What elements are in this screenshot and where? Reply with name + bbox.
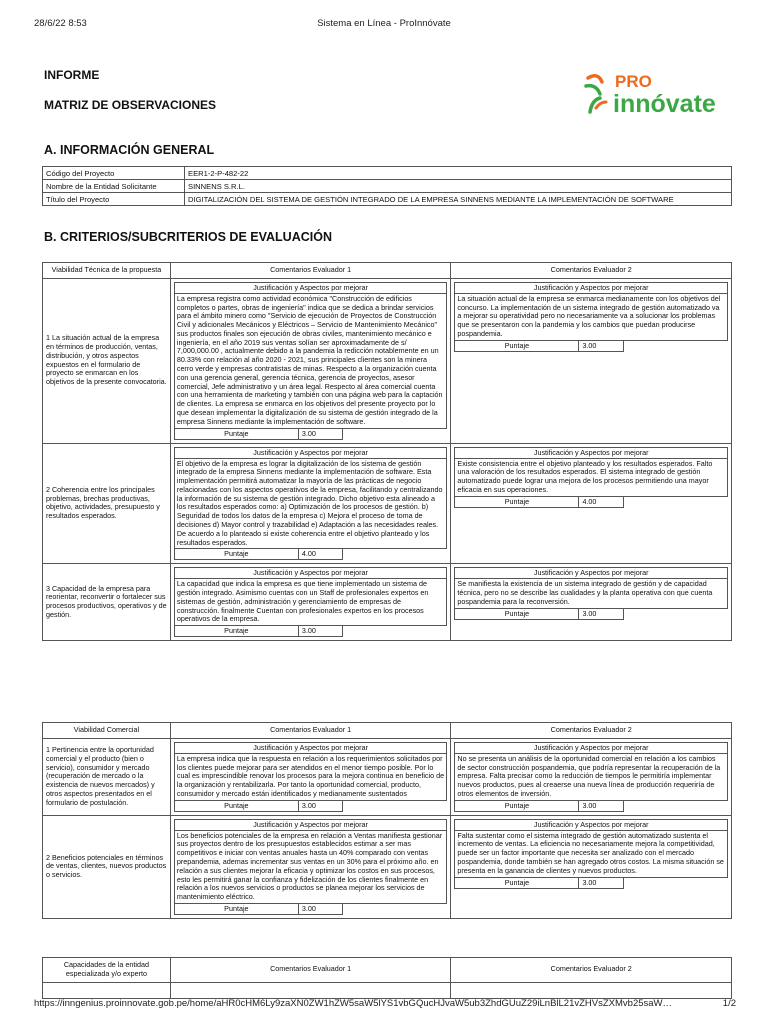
- comment-text: La empresa indica que la respuesta en relación a los requerimientos solicitados por los clientes puede mejorar para ser atendidos en el menor tiempo posible. Por lo cual es imprescindible renovar los procesos para la mejora continua en beneficio de la organización y rentabilizarla. Por tanto la oportunidad comercial, producto, consumidor y mercado están identificados y medianamente sustentados: [176, 753, 445, 798]
- criterion-name: 3 Capacidad de la empresa para reorientar, reconvertir o fortalecer sus procesos productivos, operativos y de gestión.: [43, 564, 171, 641]
- evaluator-2-cell: [451, 815, 732, 918]
- project-info-table: [42, 166, 732, 206]
- criterion-name: 2 Coherencia entre los principales problemas, brechas productivas, objetivo, actividades, presupuesto y resultados esperados.: [43, 443, 171, 564]
- justification-header: Justificación y Aspectos por mejorar: [175, 448, 447, 459]
- print-date: 28/6/22 8:53: [34, 18, 87, 29]
- evaluator-2-cell: [451, 278, 732, 443]
- logo-line2: innóvate: [613, 90, 716, 118]
- info-value: EER1-2-P-482-22: [185, 167, 732, 180]
- evaluator-1-cell: [170, 815, 451, 918]
- commercial-viability-table: [42, 722, 732, 919]
- print-header: [0, 18, 768, 32]
- justification-header: Justificación y Aspectos por mejorar: [455, 448, 727, 459]
- info-label: Nombre de la Entidad Solicitante: [43, 180, 185, 193]
- score-box: [174, 549, 344, 560]
- info-label: Código del Proyecto: [43, 167, 185, 180]
- evaluator-2-header: Comentarios Evaluador 2: [451, 723, 732, 739]
- table-row: [43, 193, 732, 206]
- score-value: 3.00: [582, 877, 597, 887]
- comment-text: Los beneficios potenciales de la empresa en relación a Ventas manifiesta gestionar sus proyectos dentro de los presupuestos establecidos estimar a ser mas competitivos e iniciar con ventas anuales hasta un 40% comparado con ventas prepandemia, ademas incrementar sus ventas en un 30% para el próximo año. en relación a sus clientes mejorar la eficacia y optimizar los costos en sus procesos, esto les permitirá ganar la confianza y fidelización de los clientes finalmente en relación a los nuevos servicios o productos se planea mejorar los servicios de mantenimiento eléctrico.: [176, 830, 443, 902]
- criterion-name: 1 La situación actual de la empresa en términos de producción, ventas, distribución, y otros aspectos expuestos en el formulario de proyecto se enmarcan en los objetivos de la presente convocatoria.: [43, 278, 171, 443]
- table-row: [43, 180, 732, 193]
- score-value: 3.00: [301, 800, 316, 810]
- evaluator-1-cell: [170, 443, 451, 564]
- score-label: Puntaje: [455, 609, 579, 619]
- score-box: [174, 626, 344, 637]
- print-footer: [0, 998, 768, 1010]
- comment-box: [174, 282, 448, 429]
- print-page-title: Sistema en Línea - ProInnóvate: [317, 18, 451, 29]
- score-value: 3.00: [301, 428, 316, 438]
- score-label: Puntaje: [175, 549, 299, 559]
- comment-box: [454, 567, 728, 608]
- report-title: INFORME: [44, 68, 100, 82]
- evaluator-1-cell: [170, 738, 451, 815]
- comment-box: [174, 742, 448, 801]
- justification-header: Justificación y Aspectos por mejorar: [455, 743, 727, 754]
- score-label: Puntaje: [455, 801, 579, 811]
- evaluator-1-header: Comentarios Evaluador 1: [170, 958, 451, 983]
- entity-capacities-table: [42, 957, 732, 999]
- group-header: Viabilidad Técnica de la propuesta: [43, 263, 171, 279]
- comment-box: [174, 447, 448, 550]
- justification-header: Justificación y Aspectos por mejorar: [455, 283, 727, 294]
- score-box: [454, 341, 624, 352]
- group-header: Viabilidad Comercial: [43, 723, 171, 739]
- score-value: 3.00: [301, 626, 316, 636]
- score-box: [454, 497, 624, 508]
- score-label: Puntaje: [455, 497, 579, 507]
- score-box: [174, 904, 344, 915]
- criterion-row: [43, 564, 732, 641]
- score-label: Puntaje: [455, 878, 579, 888]
- criterion-row: [43, 982, 732, 998]
- evaluator-2-cell: [451, 982, 732, 998]
- logo-mark-icon: [586, 76, 606, 112]
- score-value: 4.00: [582, 496, 597, 506]
- comment-box: [454, 447, 728, 497]
- comment-text: Falta sustentar como el sistema integrado de gestión automatizado sustenta el incremento de ventas. La eficiencia no necesariamente mejora la competitividad, puede ser un factor importante que necesita ser analizado con el mercado pospandemia, donde también se han agregado otros costos. La misma situación se presenta en la ganancia de clientes y nuevos productos.: [457, 830, 724, 875]
- evaluator-2-cell: [451, 564, 732, 641]
- evaluator-1-cell: [170, 564, 451, 641]
- score-box: [174, 801, 344, 812]
- criterion-name: [43, 982, 171, 998]
- comment-box: [454, 819, 728, 878]
- comment-text: El objetivo de la empresa es lograr la digitalización de los sistema de gestión integrado de la empresa Sinnens mediante la implementación de software. Esta implementación permitirá automatizar la mayoría de las prácticas de negocio relacionadas con los aspectos operativos de la empresa, facilitando y centralizando la información de su sistema de gestión integrado. Dicho objetivo esta alineado a los resultados esperados como: a) Optimización de los procesos de gestión. b) Seguridad de todos los datos de la empresa c) Mejora el proceso de toma de decisiones d) Mayor control y trazabilidad e) Adaptación a las necesidades reales. De acuerdo a lo planteado si existe coherencia entre el objetivo planteado y los resultados esperados.: [176, 458, 443, 547]
- logo-line1: PRO: [615, 72, 652, 91]
- criterion-row: [43, 815, 732, 918]
- justification-header: Justificación y Aspectos por mejorar: [175, 743, 447, 754]
- info-value: DIGITALIZACIÓN DEL SISTEMA DE GESTIÓN INTEGRADO DE LA EMPRESA SINNENS MEDIANTE LA IMPLEMENTACIÓN DE SOFTWARE: [185, 193, 732, 206]
- evaluator-1-cell: [170, 278, 451, 443]
- evaluator-1-header: Comentarios Evaluador 1: [170, 263, 451, 279]
- score-box: [454, 609, 624, 620]
- comment-box: [454, 282, 728, 341]
- justification-header: Justificación y Aspectos por mejorar: [455, 568, 727, 579]
- evaluator-1-cell: [170, 982, 451, 998]
- score-value: 4.00: [301, 549, 316, 559]
- score-label: Puntaje: [175, 626, 299, 636]
- criterion-row: [43, 443, 732, 564]
- comment-text: La situación actual de la empresa se enmarca medianamente con los objetivos del concurso. La implementación de un sistema integrado de gestión automatizado va a mejorar su operatividad pero no necesariamente va a solucionar los problemas que se presentaron con la pandemia y los cambios que puedan producirse pospandemia.: [457, 293, 721, 338]
- comment-box: [174, 567, 448, 626]
- score-label: Puntaje: [455, 341, 579, 351]
- justification-header: Justificación y Aspectos por mejorar: [455, 820, 727, 831]
- score-box: [454, 878, 624, 889]
- score-box: [174, 429, 344, 440]
- score-label: Puntaje: [175, 429, 299, 439]
- info-value: SINNENS S.R.L.: [185, 180, 732, 193]
- table-header-row: [43, 958, 732, 983]
- group-header: Capacidades de la entidad especializada y/o experto: [43, 958, 171, 983]
- evaluator-1-header: Comentarios Evaluador 1: [170, 723, 451, 739]
- comment-text: Existe consistencia entre el objetivo planteado y los resultados esperados. Falto una valoración de los resultados esperados. El sistema integrado de gestión automatizado puede lograr una mejora de los procesos permitiendo una mayor eficacia en sus operaciones.: [457, 458, 713, 494]
- comment-text: La empresa registra como actividad económica "Construcción de edificios completos o partes, obras de ingeniería" indica que se dedica a brindar servicios para el ámbito minero como "Servicio de ejecución de Proyectos de Construcción Civil y adicionales Mecánicos y Eléctricos – Servicio de Mantenimiento Mecánico" sus productos finales son ejecución de obras civiles, mantenimiento mecánico e ingeniería, en el año 2019 sus ventas solían ser aproximadamente de s/ 7,000,000.00 , actualmente debido a la pandemia la redicción notablemente en un 80.33% con relación al año 2020 - 2021, sus principales clientes son la minera cerro verde y empresas contratistas de minas. Respecto a la organización cuenta con una gerencia general, gerencia técnica, gerencia de proyectos, asesor comercial, Jefe administrativo y un área legal. Respecto al área comercial cuenta con una herramienta de marketing y también con una página web para la captación de clientes. La empresa se enmarca en los objetivos del presente proyecto por lo que desean implementar la digitalización de su sistema de gestión integrado de la empresa Sinnens mediante la implementación de software.: [176, 293, 443, 426]
- score-value: 3.00: [582, 800, 597, 810]
- score-label: Puntaje: [175, 801, 299, 811]
- proinnovate-logo: [580, 68, 730, 118]
- evaluator-2-cell: [451, 738, 732, 815]
- justification-header: Justificación y Aspectos por mejorar: [175, 568, 447, 579]
- score-value: 3.00: [582, 340, 597, 350]
- criterion-name: 1 Pertinencia entre la oportunidad comercial y el producto (bien o servicio), consumidor y mercado (recuperación de mercado o la existencia de nuevos mercados) y otros aspectos presentados en el formulario de postulación.: [43, 738, 171, 815]
- score-value: 3.00: [301, 903, 316, 913]
- table-header-row: [43, 723, 732, 739]
- table-header-row: [43, 263, 732, 279]
- evaluator-2-cell: [451, 443, 732, 564]
- criterion-row: [43, 278, 732, 443]
- justification-header: Justificación y Aspectos por mejorar: [175, 820, 447, 831]
- score-label: Puntaje: [175, 904, 299, 914]
- info-label: Título del Proyecto: [43, 193, 185, 206]
- comment-box: [454, 742, 728, 801]
- score-value: 3.00: [582, 608, 597, 618]
- technical-viability-table: [42, 262, 732, 641]
- evaluator-2-header: Comentarios Evaluador 2: [451, 263, 732, 279]
- page-url: https://inngenius.proinnovate.gob.pe/home/aHR0cHM6Ly9zaXN0ZW1hZW5saW5lYS1vbGQucHJvaW5ub3ZhdGUuZ29iLnBlL21vZHVsZXMvb25saW…: [34, 998, 673, 1009]
- criterion-name: 2 Beneficios potenciales en términos de ventas, clientes, nuevos productos o servicios.: [43, 815, 171, 918]
- section-a-title: A. INFORMACIÓN GENERAL: [44, 143, 215, 157]
- criterion-row: [43, 738, 732, 815]
- section-b-title: B. CRITERIOS/SUBCRITERIOS DE EVALUACIÓN: [44, 230, 332, 244]
- report-subtitle: MATRIZ DE OBSERVACIONES: [44, 98, 217, 112]
- comment-text: La capacidad que indica la empresa es que tiene implementado un sistema de gestión integrado. Asimismo cuentas con un Staff de profesionales expertos en sistemas de gestión, administración y gerenciamiento de empresas de construcción. finalmente Cuentan con profesionales expertos en los procesos operativos de la empresa.: [176, 579, 429, 624]
- score-box: [454, 801, 624, 812]
- table-row: [43, 167, 732, 180]
- justification-header: Justificación y Aspectos por mejorar: [175, 283, 447, 294]
- page-number: 1/2: [722, 998, 736, 1009]
- comment-box: [174, 819, 448, 904]
- comment-text: Se manifiesta la existencia de un sistema integrado de gestión y de capacidad técnica, pero no se describe las cualidades y la planta operativa con que cuenta pospandemia para la reconversión.: [457, 579, 713, 606]
- evaluator-2-header: Comentarios Evaluador 2: [451, 958, 732, 983]
- comment-text: No se presenta un análisis de la oportunidad comercial en relación a los cambios de sector construcción pospandemia, que podría representar la recuperación de la empresa. Falta precisar como la reducción de tiempos le permitiría implementar nuevos productos, pues al creaerse una nueva línea de producción requeriría de otros elementos de inversión.: [457, 753, 721, 798]
